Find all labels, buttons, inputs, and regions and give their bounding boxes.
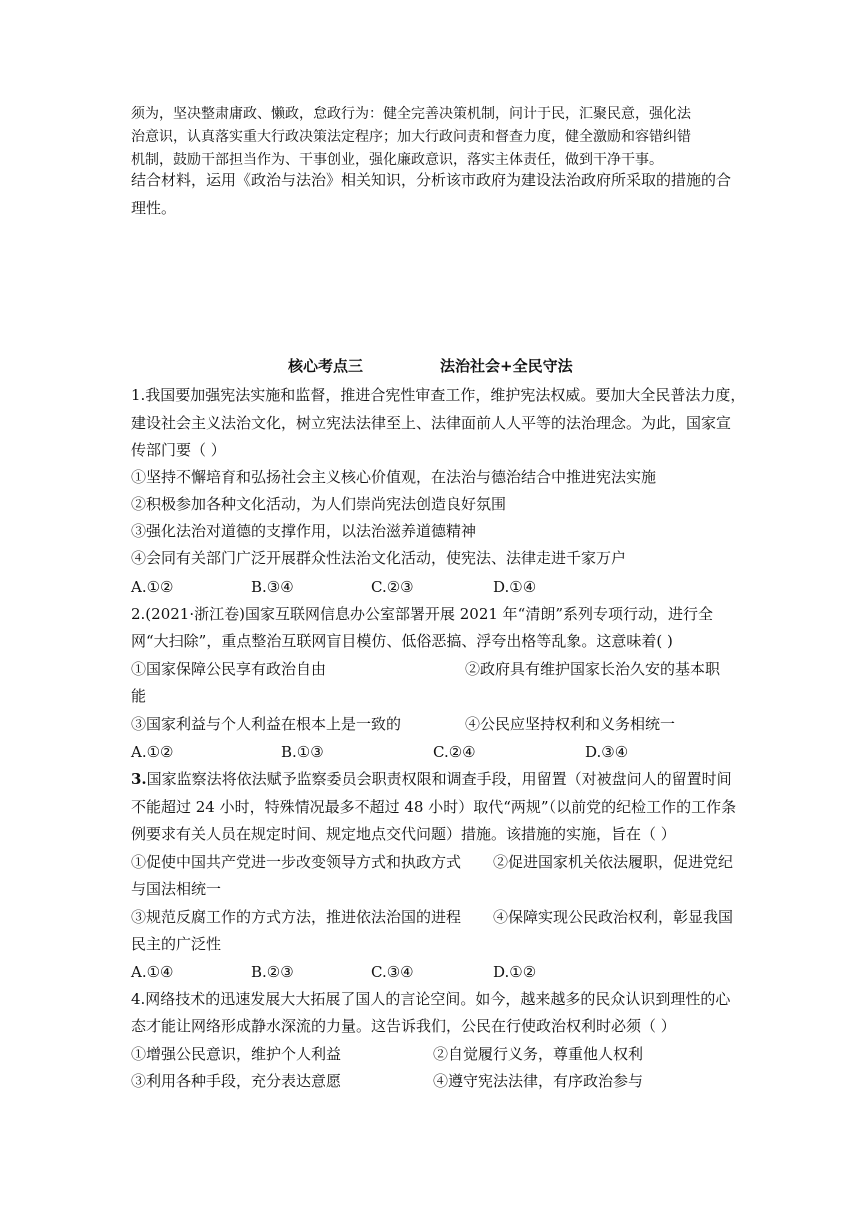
statement-item: ④公民应坚持权利和义务相统一	[465, 715, 676, 733]
option-a[interactable]: A.①②	[131, 743, 174, 761]
statement-item: ①促使中国共产党进一步改变领导方式和执政方式	[131, 853, 462, 871]
option-d[interactable]: D.①②	[493, 963, 537, 981]
option-b[interactable]: B.②③	[251, 963, 294, 981]
option-c[interactable]: C.②③	[371, 578, 414, 596]
task-line: 结合材料，运用《政治与法治》相关知识，分析该市政府为建设法治政府所采取的措施的合	[131, 171, 732, 189]
question-stem-line: 2.(2021·浙江卷)国家互联网信息办公室部署开展 2021 年“清朗”系列专项行动，进行全	[131, 605, 714, 623]
question-stem-line: 网“大扫除”，重点整治互联网盲目模仿、低俗恶搞、浮夸出格等乱象。这意味着( )	[131, 632, 673, 650]
statement-item: ②积极参加各种文化活动，为人们崇尚宪法创造良好氛围	[131, 495, 507, 513]
statement-item: ③国家利益与个人利益在根本上是一致的	[131, 715, 402, 733]
statement-item-continued: 能	[131, 687, 147, 705]
question-stem-line: 1.我国要加强宪法实施和监督，推进合宪性审查工作，维护宪法权威。要加大全民普法力度，	[131, 386, 746, 404]
question-stem-line: 传部门要（ ）	[131, 441, 226, 459]
question-stem-line: 建设社会主义法治文化，树立宪法法律至上、法律面前人人平等的法治理念。为此，国家宣	[131, 414, 732, 432]
section-title: 法治社会+全民守法	[440, 357, 573, 375]
statement-item: ③利用各种手段，充分表达意愿	[131, 1072, 342, 1090]
option-d[interactable]: D.①④	[493, 578, 537, 596]
question-stem-text: 国家监察法将依法赋予监察委员会职责权限和调查手段，用留置（对被盘问人的留置时间	[146, 770, 732, 788]
statement-item: ③规范反腐工作的方式方法，推进依法治国的进程	[131, 908, 462, 926]
statement-item: ②自觉履行义务，尊重他人权利	[433, 1045, 644, 1063]
option-b[interactable]: B.①③	[281, 743, 324, 761]
statement-item: ①坚持不懈培育和弘扬社会主义核心价值观，在法治与德治结合中推进宪法实施	[131, 468, 657, 486]
option-c[interactable]: C.③④	[371, 963, 414, 981]
question-stem-line: 不能超过 24 小时，特殊情况最多不超过 48 小时）取代“两规”（以前党的纪检工作的工作条	[131, 798, 737, 816]
material-line: 机制，鼓励干部担当作为、干事创业，强化廉政意识，落实主体责任，做到干净干事。	[131, 152, 663, 168]
option-a[interactable]: A.①④	[131, 963, 174, 981]
statement-item: ③强化法治对道德的支撑作用，以法治滋养道德精神	[131, 522, 477, 540]
option-c[interactable]: C.②④	[433, 743, 476, 761]
statement-item: ④遵守宪法法律，有序政治参与	[433, 1072, 644, 1090]
statement-item: ①增强公民意识，维护个人利益	[131, 1045, 342, 1063]
statement-item-continued: 与国法相统一	[131, 880, 222, 898]
task-line: 理性。	[131, 199, 177, 217]
material-line: 治意识，认真落实重大行政决策法定程序；加大行政问责和督查力度，健全激励和容错纠错	[131, 129, 691, 145]
statement-item: ②政府具有维护国家长治久安的基本职	[465, 660, 721, 678]
statement-item-continued: 民主的广泛性	[131, 935, 222, 953]
option-a[interactable]: A.①②	[131, 578, 174, 596]
statement-item: ④会同有关部门广泛开展群众性法治文化活动，使宪法、法律走进千家万户	[131, 549, 627, 567]
statement-item: ①国家保障公民享有政治自由	[131, 660, 327, 678]
question-number: 3.	[131, 770, 147, 788]
question-stem-line: 例要求有关人员在规定时间、规定地点交代问题）措施。该措施的实施，旨在（ ）	[131, 825, 676, 843]
question-stem-line: 态才能让网络形成静水深流的力量。这告诉我们，公民在行使政治权利时必须（ ）	[131, 1017, 676, 1035]
statement-item: ②促进国家机关依法履职，促进党纪	[493, 853, 734, 871]
section-label: 核心考点三	[288, 357, 364, 375]
statement-item: ④保障实现公民政治权利，彰显我国	[493, 908, 734, 926]
question-stem-line	[131, 769, 732, 789]
option-d[interactable]: D.③④	[585, 743, 629, 761]
option-b[interactable]: B.③④	[251, 578, 294, 596]
material-line: 须为，坚决整肃庸政、懒政，怠政行为：健全完善决策机制，问计于民，汇聚民意，强化法	[131, 106, 691, 122]
question-stem-line: 4.网络技术的迅速发展大大拓展了国人的言论空间。如今，越来越多的民众认识到理性的心	[131, 990, 731, 1008]
